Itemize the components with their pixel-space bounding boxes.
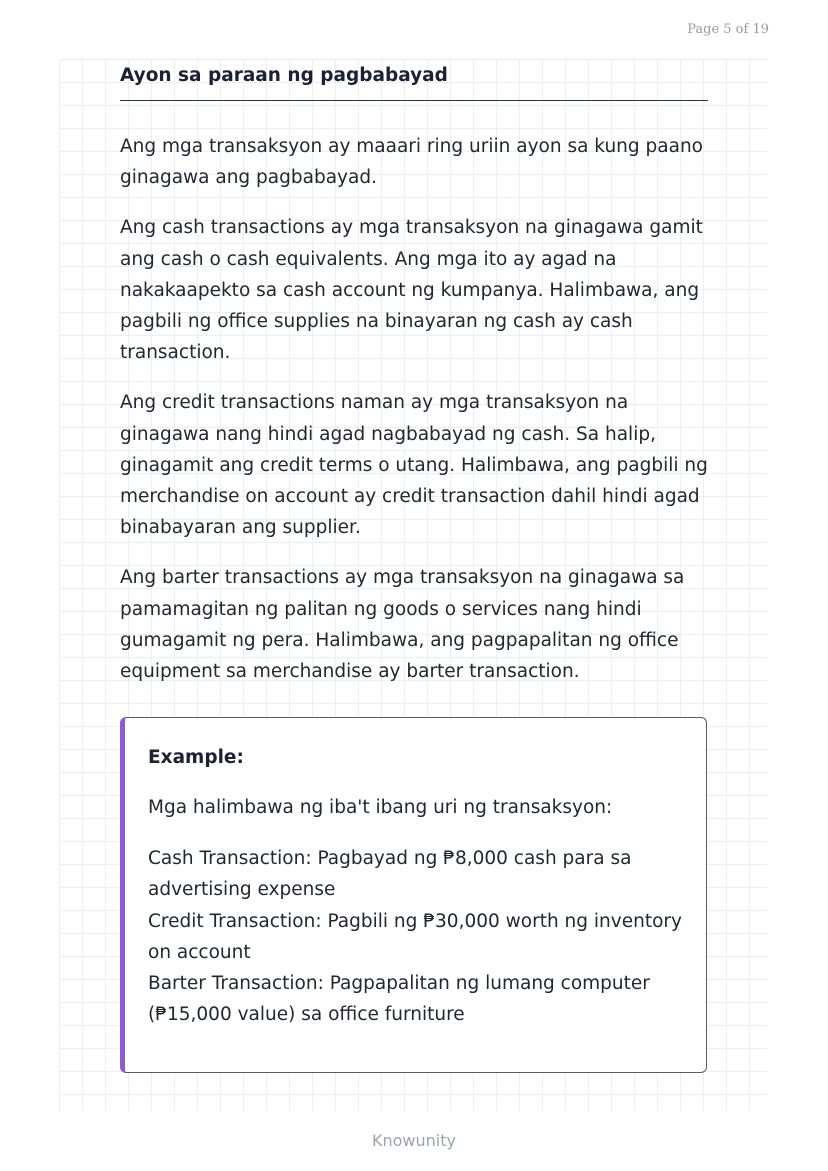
page-number: Page 5 of 19 [687, 22, 769, 37]
example-item-cash: Cash Transaction: Pagbayad ng ₱8,000 cash para sa advertising expense [148, 848, 632, 901]
example-item-credit: Credit Transaction: Pagbili ng ₱30,000 worth ng inventory on account [148, 910, 682, 963]
example-callout [120, 717, 707, 1073]
paragraph-barter-transactions: Ang barter transactions ay mga transaksyon na ginagawa sa pamamagitan ng palitan ng goods o services nang hindi gumagamit ng pera. Halimbawa, ang pagpapalitan ng office equipment sa merchandise ay barter transaction. [120, 567, 685, 683]
example-item-barter: Barter Transaction: Pagpapalitan ng lumang computer (₱15,000 value) sa office furniture [148, 973, 650, 1026]
example-intro: Mga halimbawa ng iba't ibang uri ng transaksyon: [148, 797, 613, 818]
paragraph-intro: Ang mga transaksyon ay maaari ring uriin ayon sa kung paano ginagawa ang pagbabayad. [120, 136, 703, 189]
example-title: Example: [148, 747, 244, 768]
paragraph-credit-transactions: Ang credit transactions naman ay mga transaksyon na ginagawa nang hindi agad nagbabayad ng cash. Sa halip, ginagamit ang credit terms o utang. Halimbawa, ang pagbili ng merchandise on account ay credit transaction dahil hindi agad binabayaran ang supplier. [120, 392, 708, 539]
section-title: Ayon sa paraan ng pagbabayad [120, 62, 708, 101]
paragraph-cash-transactions: Ang cash transactions ay mga transaksyon na ginagawa gamit ang cash o cash equivalents. Ang mga ito ay agad na nakakaapekto sa cash account ng kumpanya. Halimbawa, ang pagbili ng office supplies na binayaran ng cash ay cash transaction. [120, 217, 703, 364]
example-list [148, 843, 682, 1030]
section-content [120, 62, 708, 687]
footer-brand: Knowunity [372, 1131, 456, 1150]
